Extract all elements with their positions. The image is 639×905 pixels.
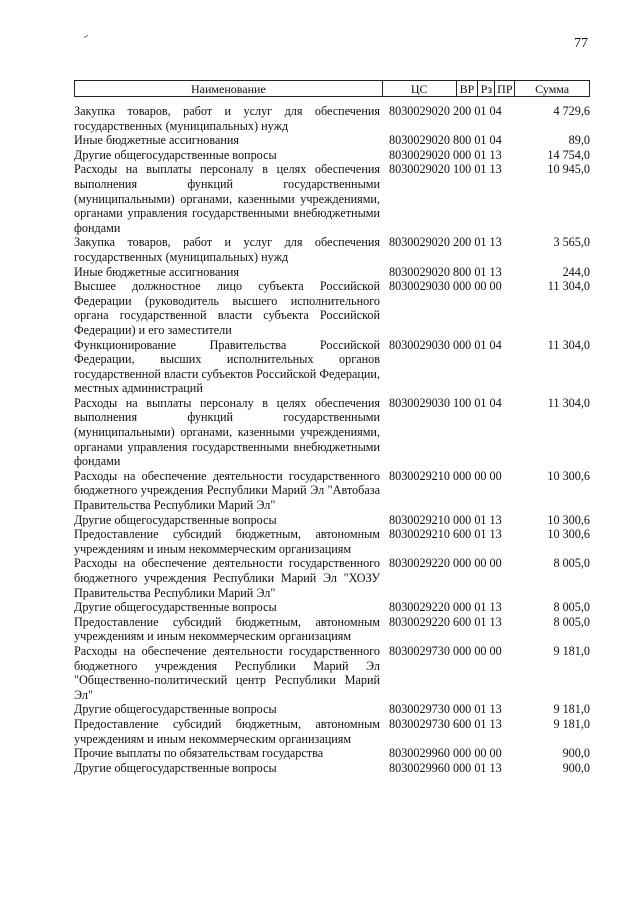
row-code: 8030029020 000 01 13: [389, 147, 502, 162]
row-name: Функционирование Правительства Российской Федерации, высших исполнительных органов государственной власти субъектов Российской Федерации, местных администраций: [74, 337, 380, 396]
row-sum: 10 300,6: [547, 527, 590, 542]
row-sum: 10 300,6: [547, 468, 590, 483]
header-cs: ЦС: [383, 81, 457, 96]
row-code: 8030029020 200 01 04: [389, 104, 502, 118]
header-name: Наименование: [75, 81, 383, 96]
table-row: [74, 469, 590, 513]
row-name: Другие общегосударственные вопросы: [74, 512, 277, 527]
row-sum: 8 005,0: [553, 600, 590, 615]
table-row: [74, 644, 590, 702]
table-row: [74, 133, 590, 148]
header-vr: ВР: [457, 81, 479, 96]
row-code: 8030029030 000 00 00: [389, 279, 502, 294]
table-row: [74, 513, 590, 528]
row-sum: 11 304,0: [547, 395, 590, 410]
row-sum: 11 304,0: [547, 337, 590, 352]
table-body: [74, 104, 590, 775]
row-sum: 10 300,6: [547, 512, 590, 527]
row-name: Высшее должностное лицо субъекта Российской Федерации (руководитель высшего исполнительного органа государственной власти субъекта Российской Федерации) и его заместители: [74, 279, 380, 337]
row-sum: 900,0: [562, 760, 590, 775]
row-name: Закупка товаров, работ и услуг для обеспечения государственных (муниципальных) нужд: [74, 235, 380, 264]
row-sum: 8 005,0: [553, 614, 590, 629]
row-sum: 9 181,0: [553, 643, 590, 658]
row-name: Иные бюджетные ассигнования: [74, 264, 240, 279]
row-sum: 10 945,0: [547, 162, 590, 177]
row-name: Другие общегосударственные вопросы: [74, 600, 277, 615]
row-code: 8030029020 200 01 13: [389, 235, 502, 250]
row-name: Закупка товаров, работ и услуг для обеспечения государственных (муниципальных) нужд: [74, 104, 380, 133]
row-code: 8030029210 000 01 13: [389, 512, 502, 527]
row-code: 8030029020 100 01 13: [389, 162, 502, 177]
row-sum: 89,0: [568, 133, 590, 148]
table-row: [74, 746, 590, 761]
table-row: [74, 600, 590, 615]
table-row: [74, 615, 590, 644]
row-name: Расходы на выплаты персоналу в целях обеспечения выполнения функций государственными (муниципальными) органами, казенными учреждениями, органами управления государственными внебюджетными фондами: [74, 395, 380, 469]
row-code: 8030029220 600 01 13: [389, 614, 502, 629]
row-name: Расходы на обеспечение деятельности государственного бюджетного учреждения Республики Марий Эл "ХОЗУ Правительства Республики Марий Эл": [74, 556, 380, 600]
table-row: [74, 702, 590, 717]
row-code: 8030029730 000 00 00: [389, 643, 502, 658]
row-name: Предоставление субсидий бюджетным, автономным учреждениям и иным некоммерческим организациям: [74, 614, 380, 644]
table-row: [74, 556, 590, 600]
row-code: 8030029730 000 01 13: [389, 702, 502, 717]
table-row: [74, 396, 590, 469]
header-rz: Рз: [478, 81, 495, 96]
row-sum: 4 729,6: [553, 104, 590, 118]
row-name: Предоставление субсидий бюджетным, автономным учреждениям и иным некоммерческим организациям: [74, 527, 380, 556]
row-name: Другие общегосударственные вопросы: [74, 760, 277, 775]
row-name: Расходы на обеспечение деятельности государственного бюджетного учреждения Республики Марий Эл "Общественно-политический центр Республики Марий Эл": [74, 643, 380, 702]
table-row: [74, 162, 590, 235]
page-number: 77: [574, 36, 588, 51]
table-row: [74, 338, 590, 396]
row-sum: 8 005,0: [553, 556, 590, 571]
row-code: 8030029210 000 00 00: [389, 468, 502, 483]
table-row: [74, 717, 590, 746]
table-row: [74, 527, 590, 556]
row-name: Другие общегосударственные вопросы: [74, 702, 277, 717]
row-code: 8030029030 100 01 04: [389, 395, 502, 410]
row-name: Расходы на выплаты персоналу в целях обеспечения выполнения функций государственными (муниципальными) органами, казенными учреждениями, органами управления государственными внебюджетными фондами: [74, 162, 380, 235]
table-row: [74, 104, 590, 133]
row-sum: 244,0: [562, 264, 590, 279]
row-code: 8030029210 600 01 13: [389, 527, 502, 542]
table-row: [74, 761, 590, 776]
row-sum: 3 565,0: [553, 235, 590, 250]
row-code: 8030029960 000 01 13: [389, 760, 502, 775]
row-sum: 14 754,0: [547, 147, 590, 162]
row-name: Иные бюджетные ассигнования: [74, 133, 240, 148]
header-sum: Сумма: [535, 82, 570, 96]
row-code: 8030029220 000 01 13: [389, 600, 502, 615]
row-code: 8030029730 600 01 13: [389, 716, 502, 731]
row-name: Предоставление субсидий бюджетным, автономным учреждениям и иным некоммерческим организациям: [74, 716, 380, 746]
header-pr: ПР: [495, 81, 515, 96]
row-code: 8030029030 000 01 04: [389, 337, 502, 352]
row-sum: 9 181,0: [553, 702, 590, 717]
table-row: [74, 235, 590, 264]
scan-mark: [84, 35, 88, 38]
row-code: 8030029960 000 00 00: [389, 746, 502, 761]
row-sum: 900,0: [562, 746, 590, 761]
table-row: [74, 279, 590, 337]
table-header: [74, 80, 590, 97]
row-sum: 11 304,0: [547, 279, 590, 294]
row-sum: 9 181,0: [553, 716, 590, 731]
table-row: [74, 148, 590, 163]
row-name: Другие общегосударственные вопросы: [74, 147, 277, 162]
row-code: 8030029020 800 01 13: [389, 264, 502, 279]
budget-table: [74, 80, 590, 775]
row-code: 8030029020 800 01 04: [389, 133, 502, 148]
row-name: Расходы на обеспечение деятельности государственного бюджетного учреждения Республики Марий Эл "Автобаза Правительства Республики Марий Эл": [74, 468, 380, 513]
row-name: Прочие выплаты по обязательствам государства: [74, 746, 324, 761]
table-row: [74, 265, 590, 280]
row-code: 8030029220 000 00 00: [389, 556, 502, 571]
